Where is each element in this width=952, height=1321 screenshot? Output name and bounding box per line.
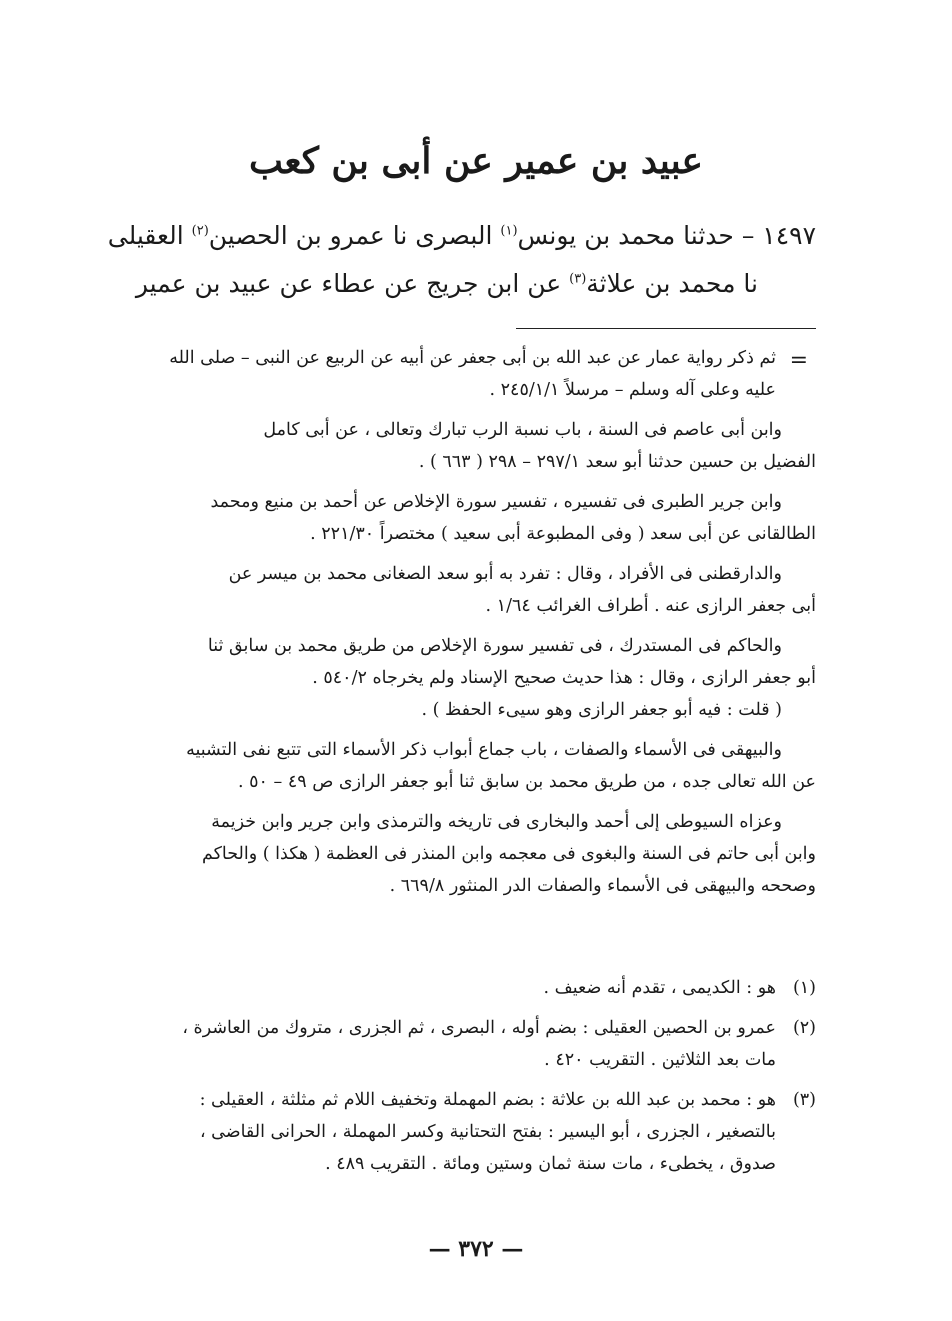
footnote-ref-2: (٢)	[191, 223, 209, 239]
footnote-ref-1: (١)	[500, 223, 518, 239]
hadith-line-1	[107, 212, 816, 260]
continued-notes	[116, 342, 816, 910]
note-line: الطالقانى عن أبى سعد ( وفى المطبوعة أبى سعيد ) مختصراً ٢٢١/٣٠ .	[310, 524, 816, 544]
note-line: أبو جعفر الرازى ، وقال : هذا حديث صحيح الإسناد ولم يخرجاه ٥٤٠/٢ .	[312, 668, 816, 688]
note-line: عليه وعلى آله وسلم – مرسلاً ٢٤٥/١/١ .	[489, 380, 776, 400]
footnote-number: (٣)	[792, 1090, 816, 1110]
footnote-body	[116, 972, 776, 1004]
page-number: — ٣٧٢ —	[428, 1236, 524, 1262]
note-line: وابن أبى حاتم فى السنة والبغوى فى معجمه وابن المنذر فى العظمة ( هكذا ) والحاكم	[201, 844, 816, 864]
hadith-line-1-part-b: البصرى نا عمرو بن الحصين	[208, 221, 501, 250]
note-line: والحاكم فى المستدرك ، فى تفسير سورة الإخلاص من طريق محمد بن سابق ثنا	[207, 636, 782, 656]
hadith-line-1-part-c: العقيلى	[107, 221, 192, 250]
note-line: أبى جعفر الرازى عنه . أطراف الغرائب ١/٦٤ .	[485, 596, 816, 616]
note-line: وابن جرير الطبرى فى تفسيره ، تفسير سورة الإخلاص عن أحمد بن منيع ومحمد	[210, 492, 782, 512]
footnote-line: بالتصغير ، الجزرى ، أبو اليسير : بفتح التحتانية وكسر المهملة ، الحرانى القاضى ،	[199, 1122, 776, 1142]
note-paragraph	[116, 342, 776, 406]
note-line: وعزاه السيوطى إلى أحمد والبخارى فى تاريخه والترمذى وابن جرير وابن خزيمة	[211, 812, 782, 832]
footnote-line: صدوق ، يخطىء ، مات سنة ثمان وستين ومائة . التقريب ٤٨٩ .	[325, 1154, 776, 1174]
note-line: ( قلت : فيه أبو جعفر الرازى وهو سيىء الحفظ ) .	[421, 700, 782, 720]
hadith-line-2-part-b: عن ابن جريج عن عطاء عن عبيد بن عمير	[135, 269, 570, 298]
footnote-line: هو : محمد بن عبد الله بن علاثة : بضم المهملة وتخفيف اللام ثم مثلثة ، العقيلى :	[199, 1090, 776, 1110]
footnote-body	[116, 1012, 776, 1076]
footnote-3	[116, 1084, 816, 1180]
hadith-text	[107, 212, 816, 308]
hadith-line-2-part-a: نا محمد بن علاثة	[586, 269, 758, 298]
page-title: عبيد بن عمير عن أبى بن كعب	[249, 140, 703, 182]
hadith-line-2	[126, 260, 816, 308]
footnote-line: مات بعد الثلاثين . التقريب ٤٢٠ .	[544, 1050, 776, 1070]
note-paragraph	[116, 806, 816, 902]
footnote-number: (٢)	[792, 1018, 816, 1038]
footnote-line: عمرو بن الحصين العقيلى : بضم أوله ، البصرى ، ثم الجزرى ، متروك من العاشرة ،	[182, 1018, 776, 1038]
hadith-line-1-part-a: ١٤٩٧ – حدثنا محمد بن يونس	[517, 221, 816, 250]
note-paragraph	[116, 734, 816, 798]
footnote-2	[116, 1012, 816, 1076]
note-line: وابن أبى عاصم فى السنة ، باب نسبة الرب تبارك وتعالى ، عن أبى كامل	[263, 420, 782, 440]
footnote-body	[116, 1084, 776, 1180]
footnote-ref-3: (٣)	[569, 271, 587, 287]
note-paragraph	[116, 558, 816, 622]
footnotes	[116, 972, 816, 1188]
note-paragraph	[116, 486, 816, 550]
note-line: والدارقطنى فى الأفراد ، وقال : تفرد به أبو سعد الصغانى محمد بن ميسر عن	[228, 564, 782, 584]
footnote-line: هو : الكديمى ، تقدم أنه ضعيف .	[543, 978, 776, 998]
note-line: الفضيل بن حسين حدثنا أبو سعد ٢٩٧/١ – ٢٩٨ ( ٦٦٣ ) .	[418, 452, 816, 472]
note-line: وصححه والبيهقى فى الأسماء والصفات الدر المنثور ٦٦٩/٨ .	[389, 876, 816, 896]
footnote-number: (١)	[792, 978, 816, 998]
note-line: ثم ذكر رواية عمار عن عبد الله بن أبى جعفر عن أبيه عن الربيع عن النبى – صلى الله	[169, 348, 776, 368]
note-line: والبيهقى فى الأسماء والصفات ، باب جماع أبواب ذكر الأسماء التى تتبع نفى التشبيه	[186, 740, 782, 760]
footnote-separator	[516, 328, 816, 329]
note-paragraph	[116, 414, 816, 478]
continuation-mark: =	[789, 348, 808, 373]
note-paragraph	[116, 630, 816, 726]
footnote-1	[116, 972, 816, 1004]
note-line: عن الله تعالى جده ، من طريق محمد بن سابق ثنا أبو جعفر الرازى ص ٤٩ – ٥٠ .	[237, 772, 816, 792]
